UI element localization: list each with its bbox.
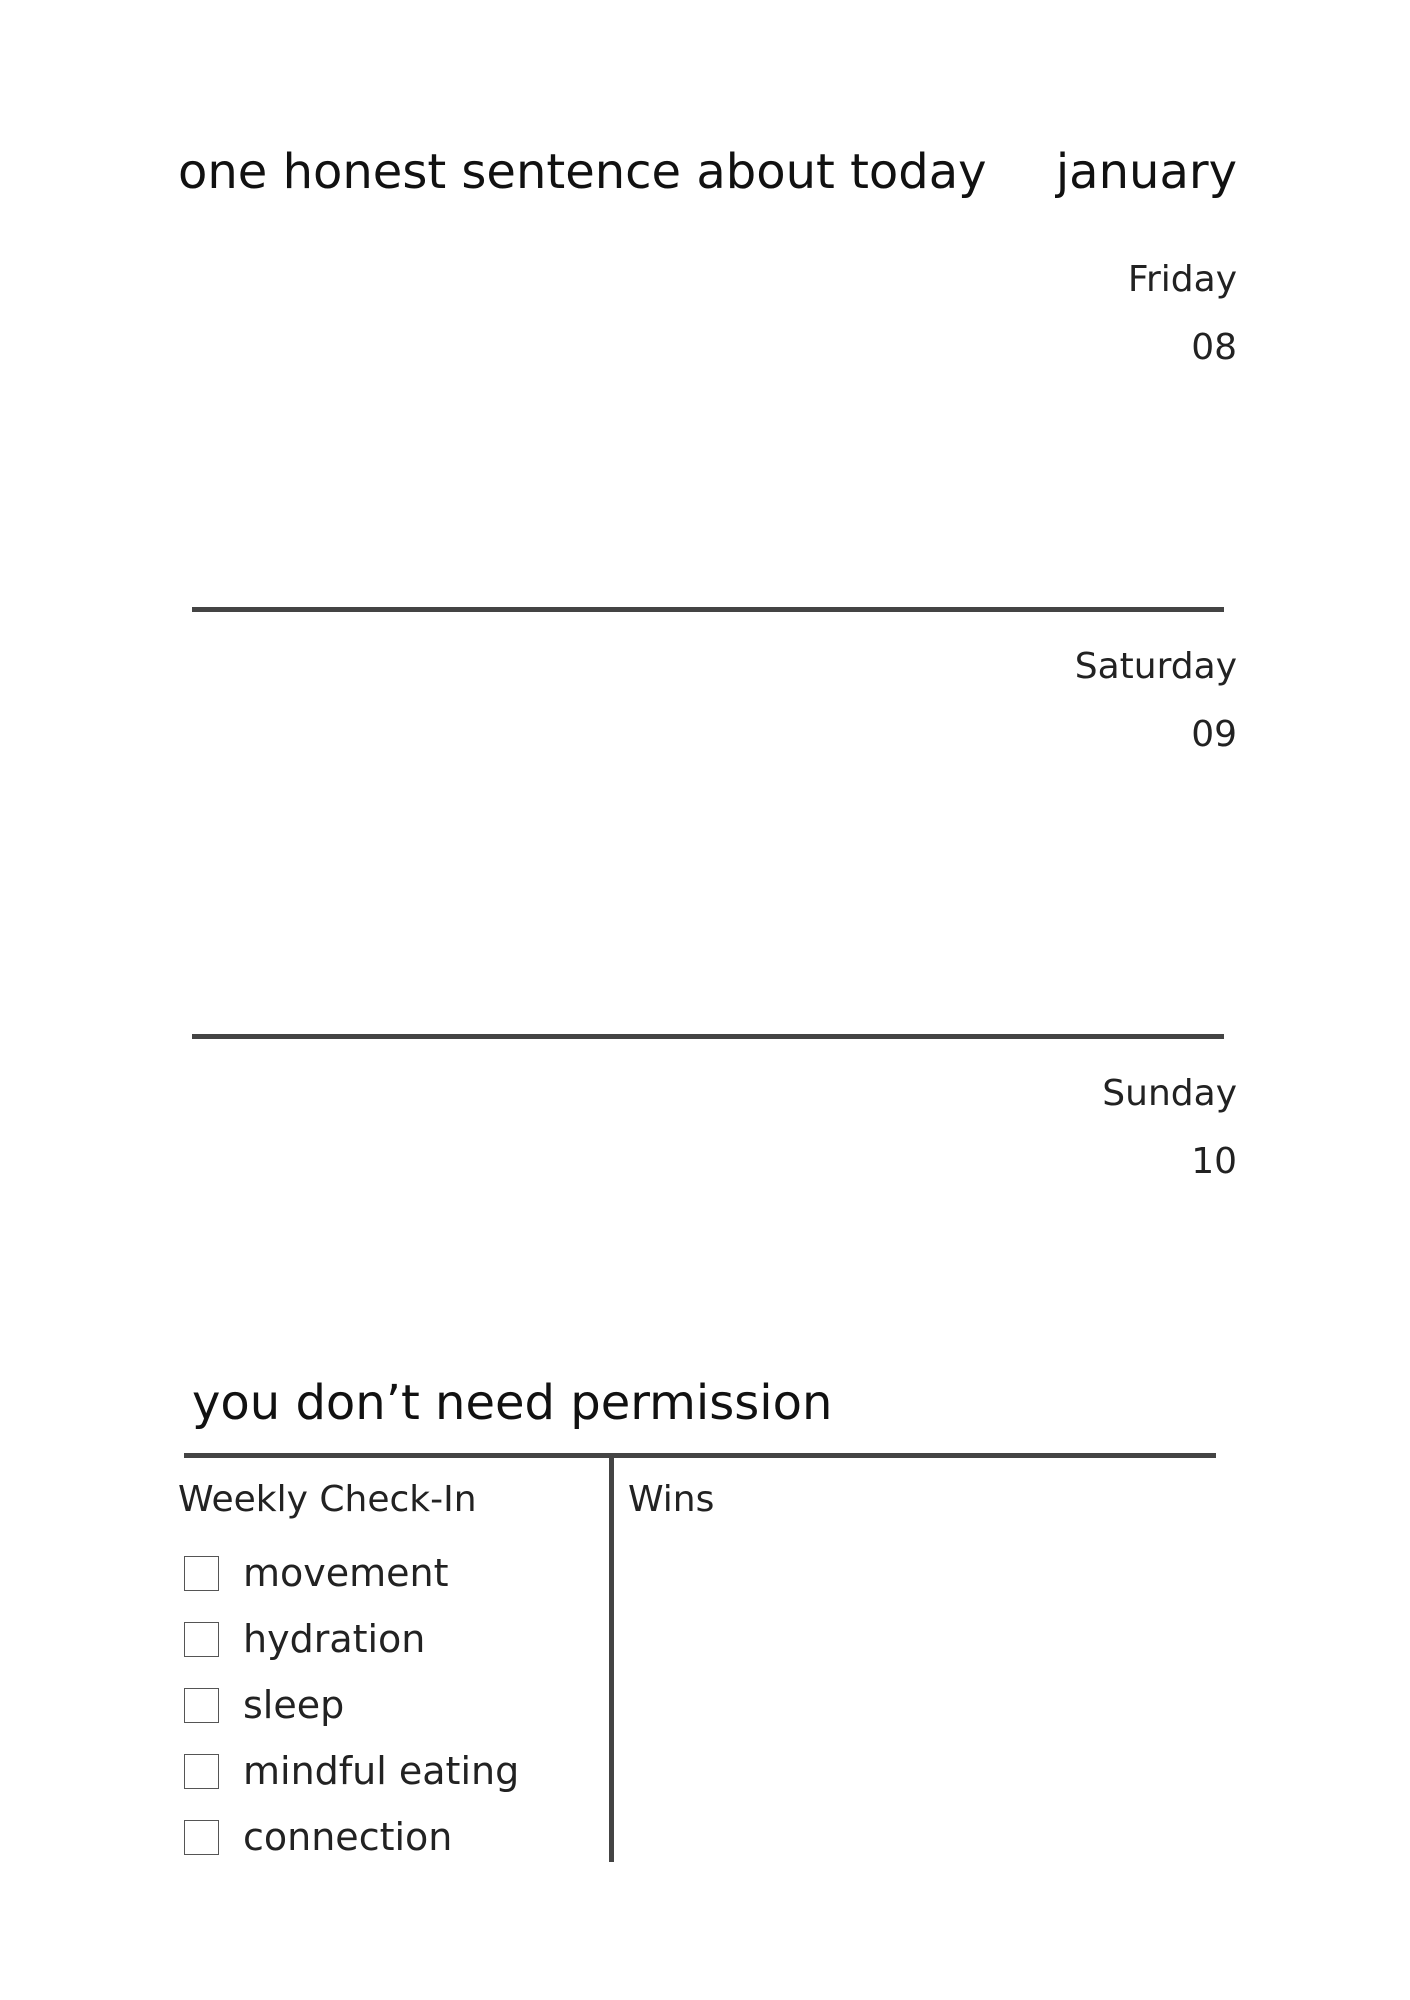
- journal-prompt-title: one honest sentence about today: [178, 144, 987, 200]
- day-name-saturday: Saturday: [1074, 646, 1237, 687]
- day-date-saturday: 09: [1191, 714, 1237, 755]
- day-date-sunday: 10: [1191, 1141, 1237, 1182]
- checklist-item-connection[interactable]: [184, 1804, 519, 1870]
- checkbox[interactable]: [184, 1754, 219, 1789]
- checklist-label: sleep: [243, 1683, 345, 1727]
- day-name-sunday: Sunday: [1102, 1073, 1237, 1114]
- checklist-label: movement: [243, 1551, 449, 1595]
- month-title: january: [1055, 144, 1237, 200]
- checklist-label: mindful eating: [243, 1749, 520, 1793]
- wins-title: Wins: [628, 1479, 715, 1520]
- column-divider: [609, 1456, 614, 1862]
- day-divider: [192, 607, 1224, 612]
- day-date-friday: 08: [1191, 327, 1237, 368]
- checklist-label: hydration: [243, 1617, 426, 1661]
- checklist-item-sleep[interactable]: [184, 1672, 519, 1738]
- day-divider: [192, 1034, 1224, 1039]
- affirmation-heading: you don’t need permission: [192, 1375, 833, 1431]
- weekly-checklist: [184, 1540, 519, 1870]
- checkbox[interactable]: [184, 1688, 219, 1723]
- checklist-item-movement[interactable]: [184, 1540, 519, 1606]
- checkbox[interactable]: [184, 1820, 219, 1855]
- journal-entry-area-friday[interactable]: [192, 380, 1224, 600]
- wins-entry-area[interactable]: [628, 1530, 1218, 1860]
- day-name-friday: Friday: [1127, 259, 1237, 300]
- checklist-item-hydration[interactable]: [184, 1606, 519, 1672]
- checklist-label: connection: [243, 1815, 453, 1859]
- checkbox[interactable]: [184, 1556, 219, 1591]
- checklist-item-mindful-eating[interactable]: [184, 1738, 519, 1804]
- footer-rule: [184, 1453, 1216, 1458]
- checkbox[interactable]: [184, 1622, 219, 1657]
- weekly-checkin-title: Weekly Check-In: [178, 1479, 477, 1520]
- journal-entry-area-saturday[interactable]: [192, 767, 1224, 1027]
- journal-entry-area-sunday[interactable]: [192, 1194, 1224, 1354]
